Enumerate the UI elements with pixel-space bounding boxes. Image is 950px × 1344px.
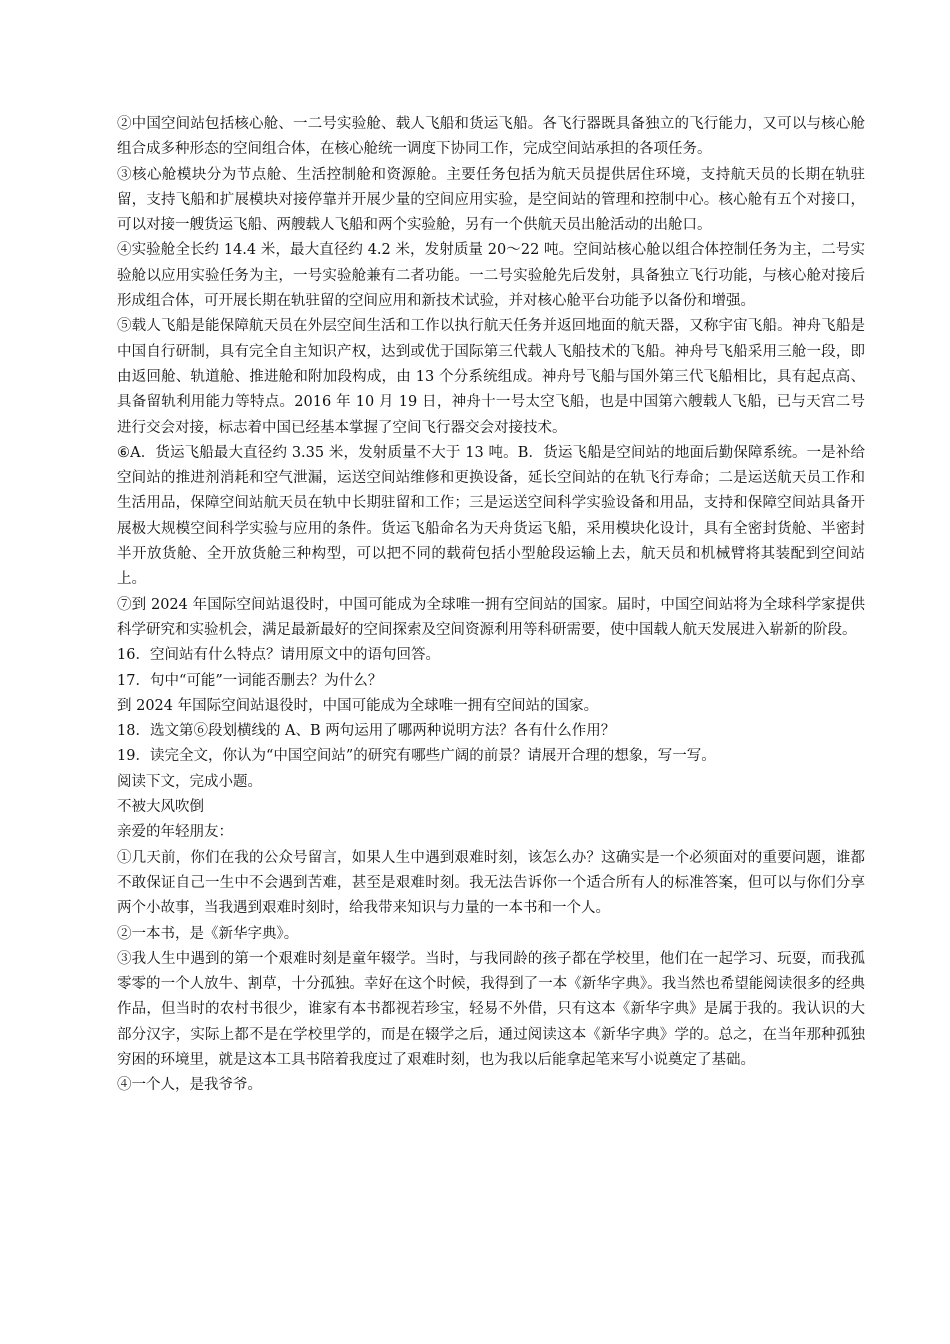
document-page: [117, 112, 865, 1099]
question-18: 18．选文第⑥段划横线的 A、B 两句运用了哪两种说明方法？各有什么作用？: [117, 723, 616, 740]
question-19: 19．读完全文，你认为“中国空间站”的研究有哪些广阔的前景？请展开合理的想象，写一写。: [117, 748, 716, 765]
paragraph-5: ⑤载人飞船是能保障航天员在外层空间生活和工作以执行航天任务并返回地面的航天器，又称宇宙飞船。神舟飞船是中国自行研制，具有完全自主知识产权，达到或优于国际第三代载人飞船技术的飞船。神舟号飞船采用三舱一段，即由返回舱、轨道舱、推进舱和附加段构成，由 13 个分系统组成。神舟号飞船与国外第三代飞船相比，具有起点高、具备留轨利用能力等特点。2016 年 10 月 19 日，神舟十一号太空飞船，也是中国第六艘载人飞船，已与天宫二号进行交会对接，标志着中国已经基本掌握了空间飞行器交会对接技术。: [117, 318, 865, 436]
letter-paragraph-2: ②一本书，是《新华字典》。: [117, 925, 299, 942]
letter-paragraph-4: ④一个人，是我爷爷。: [117, 1077, 262, 1094]
paragraph-6-rest: 一是补给空间站的推进剂消耗和空气泄漏，运送空间站维修和更换设备，延长空间站的在轨飞行寿命；二是运送航天员工作和生活用品，保障空间站航天员在轨中长期驻留和工作；三是运送空间科学实验设备和用品，支持和保障空间站具备开展极大规模空间科学实验与应用的条件。货运飞船命名为天舟货运飞船，采用模块化设计，具有全密封货舱、半密封半开放货舱、全开放货舱三种构型，可以把不同的载荷包括小型舱段运输上去，航天员和机械臂将其装配到空间站上。: [117, 444, 866, 588]
question-16: 16．空间站有什么特点？请用原文中的语句回答。: [117, 647, 440, 664]
salutation: 亲爱的年轻朋友：: [117, 824, 233, 841]
paragraph-7: ⑦到 2024 年国际空间站退役时，中国可能成为全球唯一拥有空间站的国家。届时，中国空间站将为全球科学家提供科学研究和实验机会，满足最新最好的空间探索及空间资源利用等科研需要，使中国载人航天发展进入崭新的阶段。: [117, 596, 865, 638]
sentence-b: B．货运飞船是空间站的地面后勤保障系统。: [517, 444, 807, 461]
paragraph-2: ②中国空间站包括核心舱、一二号实验舱、载人飞船和货运飞船。各飞行器既具备独立的飞行能力，又可以与核心舱组合成多种形态的空间组合体，在核心舱统一调度下协同工作，完成空间站承担的各项任务。: [117, 116, 865, 158]
letter-paragraph-3: ③我人生中遇到的第一个艰难时刻是童年辍学。当时，与我同龄的孩子都在学校里，他们在一起学习、玩耍，而我孤零零的一个人放牛、割草，十分孤独。幸好在这个时候，我得到了一本《新华字典》。我当然也希望能阅读很多的经典作品，但当时的农村书很少，谁家有本书都视若珍宝，轻易不外借，只有这本《新华字典》是属于我的。我认识的大部分汉字，实际上都不是在学校里学的，而是在辍学之后，通过阅读这本《新华字典》学的。总之，在当年那种孤独穷困的环境里，就是这本工具书陪着我度过了艰难时刻，也为我以后能拿起笔来写小说奠定了基础。: [117, 950, 865, 1068]
question-17: 17．句中“可能”一词能否删去？为什么？: [117, 672, 383, 689]
paragraph-4: ④实验舱全长约 14.4 米，最大直径约 4.2 米，发射质量 20～22 吨。空间站核心舱以组合体控制任务为主，二号实验舱以应用实验任务为主，一号实验舱兼有二者功能。一二号实验舱先后发射，具备独立飞行功能，与核心舱对接后形成组合体，可开展长期在轨驻留的空间应用和新技术试验，并对核心舱平台功能予以备份和增强。: [117, 242, 865, 310]
paragraph-3: ③核心舱模块分为节点舱、生活控制舱和资源舱。主要任务包括为航天员提供居住环境，支持航天员的长期在轨驻留，支持飞船和扩展模块对接停靠并开展少量的空间应用实验，是空间站的管理和控制中心。核心舱有五个对接口，可以对接一艘货运飞船、两艘载人飞船和两个实验舱，另有一个供航天员出舱活动的出舱口。: [117, 166, 865, 234]
question-17-quote: 到 2024 年国际空间站退役时，中国可能成为全球唯一拥有空间站的国家。: [117, 697, 599, 714]
reading-instruction: 阅读下文，完成小题。: [117, 773, 262, 790]
paragraph-6: [117, 441, 865, 593]
sentence-a: ⑥A．货运飞船最大直径约 3.35 米，发射质量不大于 13 吨。: [117, 444, 518, 461]
article-title: 不被大风吹倒: [117, 799, 204, 816]
letter-paragraph-1: ①几天前，你们在我的公众号留言，如果人生中遇到艰难时刻，该怎么办？这确实是一个必须面对的重要问题，谁都不敢保证自己一生中不会遇到苦难，甚至是艰难时刻。我无法告诉你一个适合所有人的标准答案，但可以与你们分享两个小故事，当我遇到艰难时刻时，给我带来知识与力量的一本书和一个人。: [117, 849, 865, 917]
